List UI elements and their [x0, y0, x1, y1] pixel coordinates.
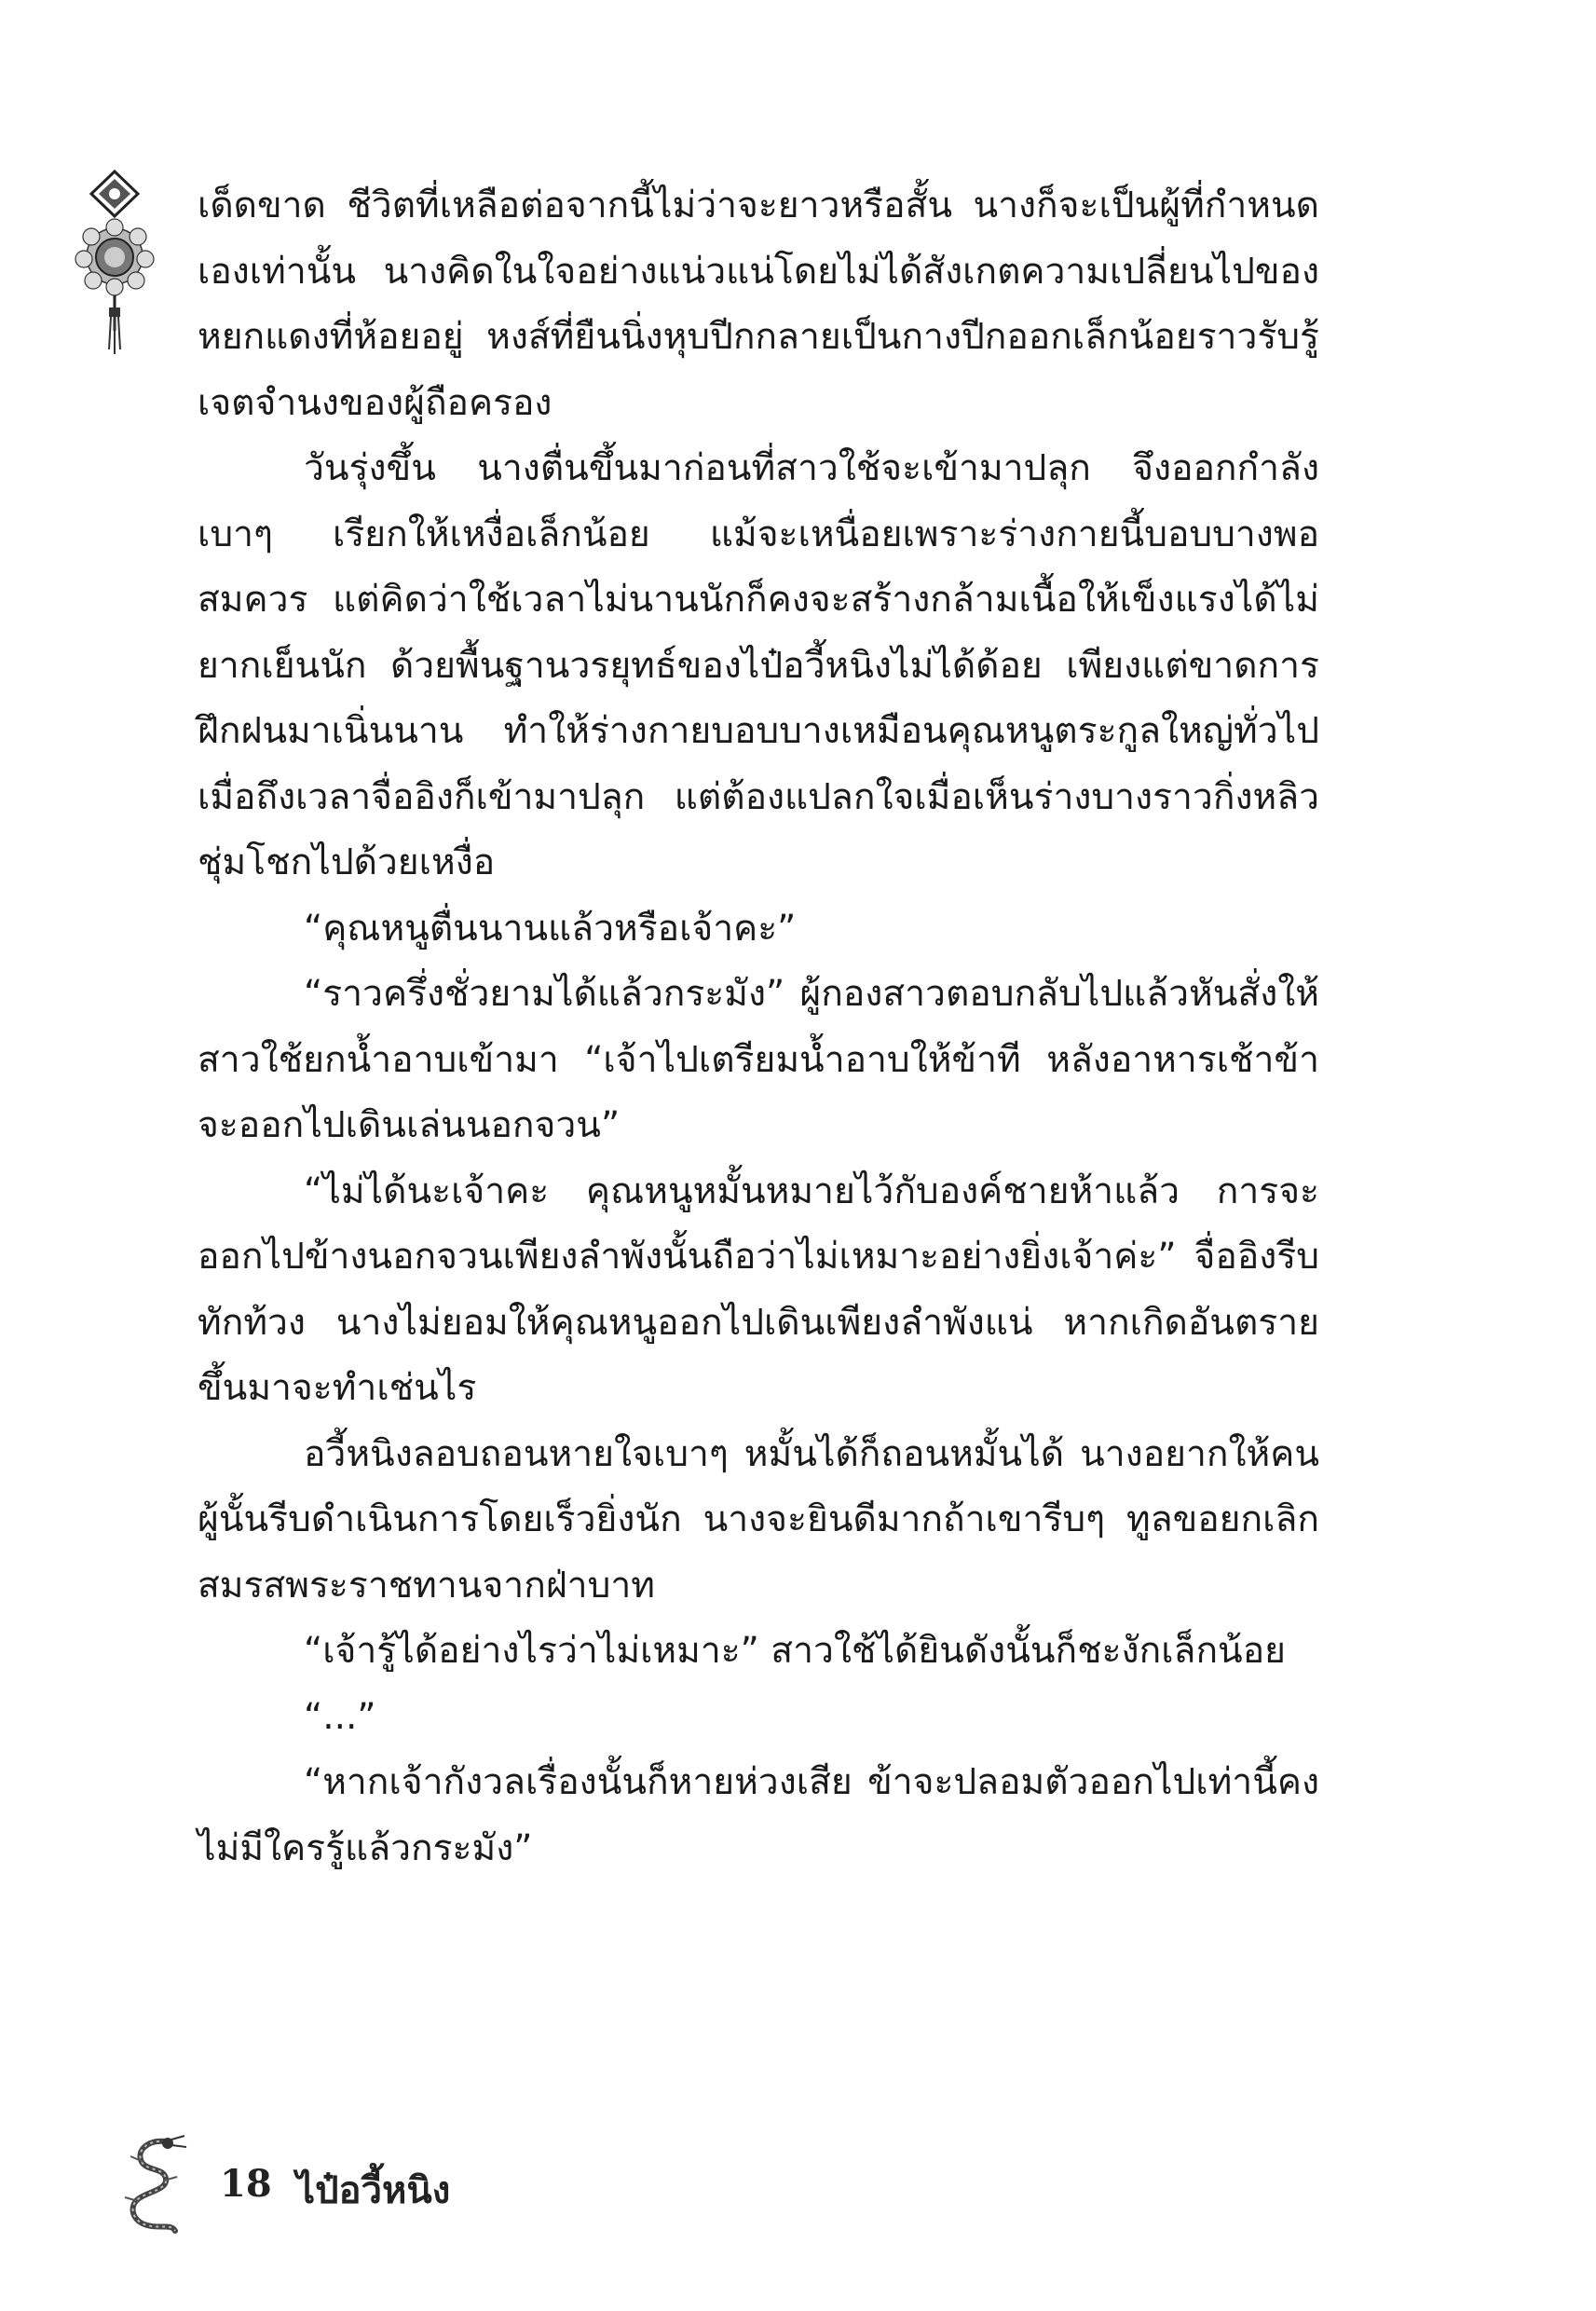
emblem-ornament-icon [63, 168, 166, 363]
paragraph-3: “คุณหนูตื่นนานแล้วหรือเจ้าคะ” [304, 907, 797, 950]
publisher-emblem [63, 168, 166, 363]
paragraph-9: “หากเจ้ากังวลเรื่องนั้นก็หายห่วงเสีย ข้าจะปลอมตัวออกไปเท่านี้คงไม่มีใครรู้แล้วกระมัง” [198, 1761, 1319, 1869]
paragraph-6: อวี้หนิงลอบถอนหายใจเบาๆ หมั้นได้ก็ถอนหมั้นได้ นางอยากให้คนผู้นั้นรีบดำเนินการโดยเร็วยิ่งนัก นางจะยินดีมากถ้าเขารีบๆ ทูลขอยกเลิกสมรสพระราชทานจากฝ่าบาท [198, 1432, 1319, 1607]
page-footer [110, 2134, 669, 2236]
paragraph-4: “ราวครึ่งชั่วยามได้แล้วกระมัง” ผู้กองสาวตอบกลับไปแล้วหันสั่งให้สาวใช้ยกน้ำอาบเข้ามา “เจ้าไปเตรียมน้ำอาบให้ข้าที หลังอาหารเช้าข้าจะออกไปเดินเล่นนอกจวน” [198, 973, 1319, 1146]
paragraph-2: วันรุ่งขึ้น นางตื่นขึ้นมาก่อนที่สาวใช้จะเข้ามาปลุก จึงออกกำลังเบาๆ เรียกให้เหงื่อเล็กน้อย แม้จะเหนื่อยเพราะร่างกายนี้บอบบางพอสมควร แต่คิดว่าใช้เวลาไม่นานนักก็คงจะสร้างกล้ามเนื้อให้เข็งแรงได้ไม่ยากเย็นนัก ด้วยพื้นฐานวรยุทธ์ของไป๋อวี้หนิงไม่ได้ด้อย เพียงแต่ขาดการฝึกฝนมาเนิ่นนาน ทำให้ร่างกายบอบบางเหมือนคุณหนูตระกูลใหญ่ทั่วไป เมื่อถึงเวลาจื่ออิงก็เข้ามาปลุก แต่ต้องแปลกใจเมื่อเห็นร่างบางราวกิ่งหลิวชุ่มโชกไปด้วยเหงื่อ [198, 447, 1319, 883]
paragraph-1: เด็ดขาด ชีวิตที่เหลือต่อจากนี้ไม่ว่าจะยาวหรือสั้น นางก็จะเป็นผู้ที่กำหนดเองเท่านั้น นางคิดในใจอย่างแน่วแน่โดยไม่ได้สังเกตความเปลี่ยนไปของหยกแดงที่ห้อยอยู่ หงส์ที่ยืนนิ่งหุบปีกกลายเป็นกางปีกออกเล็กน้อยราวรับรู้เจตจำนงของผู้ถือครอง [198, 185, 1319, 424]
book-title: ไป๋อวี้หนิง [296, 2168, 451, 2212]
paragraph-7: “เจ้ารู้ได้อย่างไรว่าไม่เหมาะ” สาวใช้ได้ยินดังนั้นก็ชะงักเล็กน้อย [304, 1630, 1286, 1672]
dragon-icon [110, 2134, 194, 2236]
paragraph-5: “ไม่ได้นะเจ้าคะ คุณหนูหมั้นหมายไว้กับองค์ชายห้าแล้ว การจะออกไปข้างนอกจวนเพียงลำพังนั้นถือว่าไม่เหมาะอย่างยิ่งเจ้าค่ะ” จื่ออิงรีบทักท้วง นางไม่ยอมให้คุณหนูออกไปเดินเพียงลำพังแน่ หากเกิดอันตรายขึ้นมาจะทำเช่นไร [198, 1169, 1319, 1409]
page-body [198, 173, 1319, 1881]
page-number: 18 [220, 2162, 272, 2206]
paragraph-8: “...” [304, 1695, 376, 1738]
